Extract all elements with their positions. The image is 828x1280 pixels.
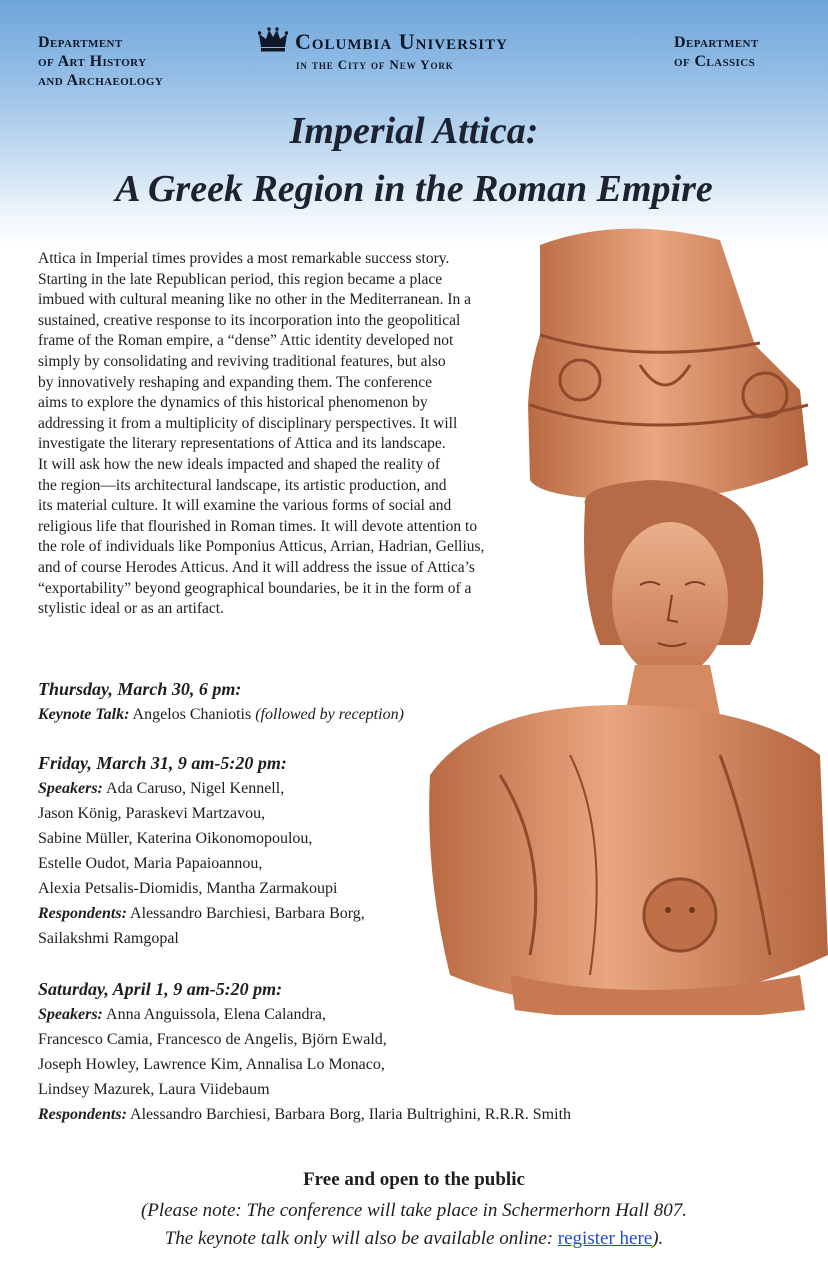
description-line: Attica in Imperial times provides a most remarkable success story. bbox=[38, 250, 450, 267]
respondents-line: Alessandro Barchiesi, Barbara Borg, bbox=[130, 905, 365, 922]
schedule-day-1 bbox=[38, 676, 404, 727]
speakers-line: Jason König, Paraskevi Martzavou, bbox=[38, 805, 266, 822]
event-title bbox=[0, 102, 828, 218]
speakers-line: Ada Caruso, Nigel Kennell, bbox=[106, 780, 285, 797]
day-heading: Thursday, March 30, 6 pm: bbox=[38, 679, 242, 699]
description bbox=[38, 249, 558, 620]
respondents-label: Respondents: bbox=[38, 1106, 127, 1123]
footer bbox=[0, 1166, 828, 1253]
description-line: the region—its architectural landscape, its artistic production, and bbox=[38, 476, 447, 494]
keynote-speaker: Angelos Chaniotis bbox=[132, 706, 252, 723]
day-heading: Saturday, April 1, 9 am-5:20 pm: bbox=[38, 979, 283, 999]
description-line: investigate the literary representations of Attica and its landscape. bbox=[38, 435, 446, 453]
venue-note: (Please note: The conference will take place in Schermerhorn Hall 807. bbox=[140, 1200, 688, 1221]
respondents-line: Alessandro Barchiesi, Barbara Borg, Ilaria Bultrighini, R.R.R. Smith bbox=[130, 1106, 572, 1123]
speakers-label: Speakers: bbox=[38, 780, 103, 797]
day-heading: Friday, March 31, 9 am-5:20 pm: bbox=[38, 753, 287, 773]
description-line: sustained, creative response to its incorporation into the geopolitical bbox=[38, 311, 461, 329]
description-line: stylistic ideal or as an artifact. bbox=[38, 600, 224, 618]
speakers-line: Francesco Camia, Francesco de Angelis, Björn Ewald, bbox=[38, 1031, 387, 1048]
description-line: and of course Herodes Atticus. And it will address the issue of Attica’s bbox=[38, 558, 475, 576]
online-note bbox=[0, 1225, 828, 1253]
description-line: Starting in the late Republican period, this region became a place bbox=[38, 270, 443, 288]
title-line-2: A Greek Region in the Roman Empire bbox=[115, 168, 713, 210]
online-note-text: The keynote talk only will also be available online: bbox=[164, 1228, 558, 1249]
online-note-end: ). bbox=[652, 1228, 664, 1249]
speakers-line: Lindsey Mazurek, Laura Viidebaum bbox=[38, 1081, 270, 1098]
description-line: It will ask how the new ideals impacted and shaped the reality of bbox=[38, 455, 441, 473]
register-link[interactable]: register here bbox=[557, 1228, 653, 1249]
description-line: addressing it from a multiplicity of disciplinary perspectives. It will bbox=[38, 414, 458, 432]
description-line: imbued with cultural meaning like no other in the Mediterranean. In a bbox=[38, 291, 472, 309]
keynote-note: (followed by reception) bbox=[255, 706, 404, 723]
description-line: aims to explore the dynamics of this historical phenomenon by bbox=[38, 394, 428, 412]
respondents-label: Respondents: bbox=[38, 905, 127, 922]
description-line: “exportability” beyond geographical boundaries, be it in the form of a bbox=[38, 579, 472, 597]
speakers-line: Joseph Howley, Lawrence Kim, Annalisa Lo Monaco, bbox=[38, 1056, 385, 1073]
respondents-line: Sailakshmi Ramgopal bbox=[38, 930, 179, 947]
description-line: religious life that flourished in Roman times. It will devote attention to bbox=[38, 517, 478, 535]
speakers-line: Alexia Petsalis-Diomidis, Mantha Zarmakoupi bbox=[38, 880, 338, 897]
university-name: Columbia University bbox=[295, 29, 508, 54]
description-line: frame of the Roman empire, a “dense” Attic identity developed not bbox=[38, 332, 454, 350]
schedule-day-3 bbox=[38, 976, 571, 1127]
description-line: simply by consolidating and reviving traditional features, but also bbox=[38, 352, 446, 370]
keynote-label: Keynote Talk: bbox=[38, 706, 130, 723]
crown-icon bbox=[258, 27, 288, 53]
free-admission-text: Free and open to the public bbox=[303, 1169, 525, 1190]
speakers-line: Estelle Oudot, Maria Papaioannou, bbox=[38, 855, 263, 872]
description-line: by innovatively reshaping and expanding them. The conference bbox=[38, 373, 432, 391]
dept-classics: Department of Classics bbox=[674, 34, 759, 70]
speakers-label: Speakers: bbox=[38, 1006, 103, 1023]
university-subtitle: in the City of New York bbox=[296, 57, 454, 72]
dept-art-history: Department of Art History and Archaeology bbox=[38, 34, 164, 89]
title-line-1: Imperial Attica: bbox=[289, 110, 539, 152]
speakers-line: Sabine Müller, Katerina Oikonomopoulou, bbox=[38, 830, 313, 847]
description-line: the role of individuals like Pomponius Atticus, Arrian, Hadrian, Gellius, bbox=[38, 538, 485, 556]
description-line: its material culture. It will examine the various forms of social and bbox=[38, 497, 452, 515]
speakers-line: Anna Anguissola, Elena Calandra, bbox=[106, 1006, 326, 1023]
schedule-day-2 bbox=[38, 750, 365, 951]
